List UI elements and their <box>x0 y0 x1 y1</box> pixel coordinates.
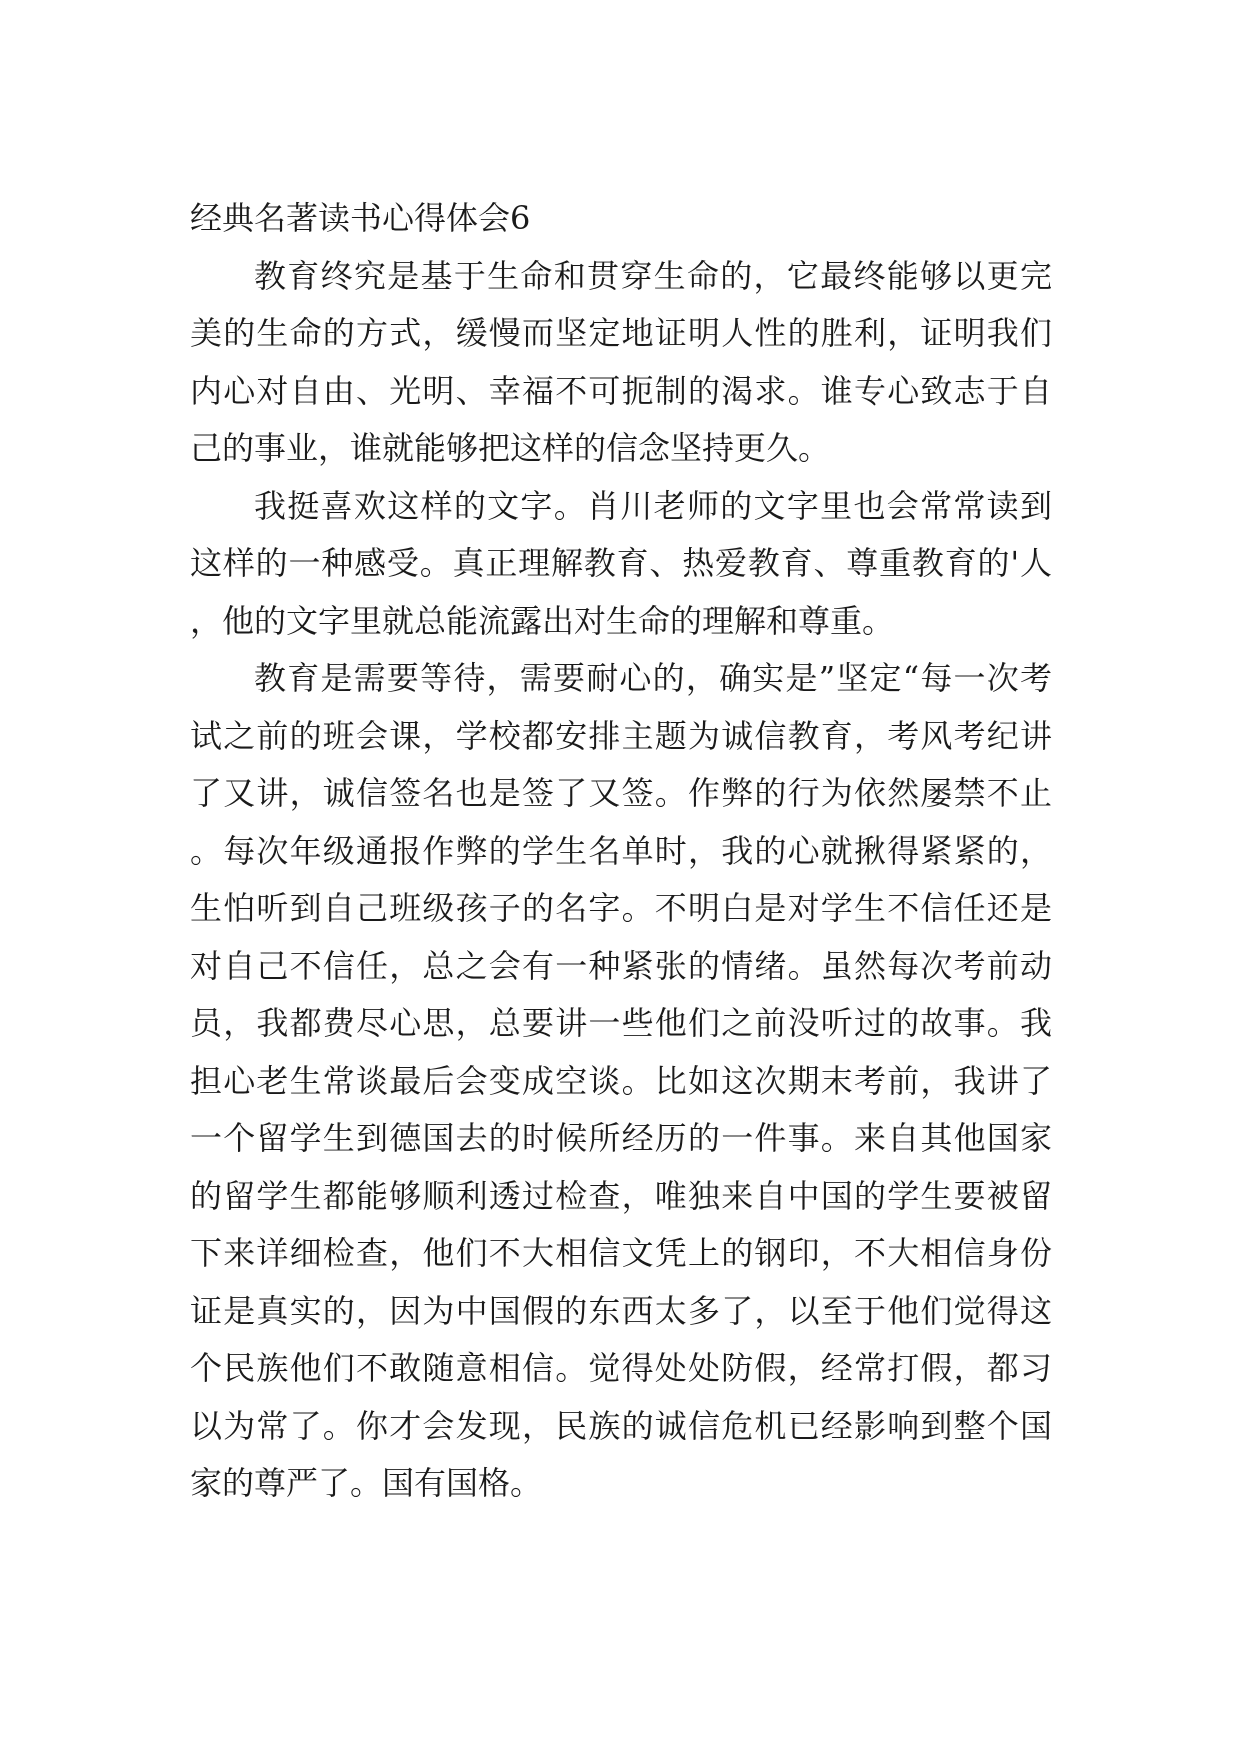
paragraph-2: 我挺喜欢这样的文字。肖川老师的文字里也会常常读到这样的一种感受。真正理解教育、热爱教育、尊重教育的'人，他的文字里就总能流露出对生命的理解和尊重。 <box>190 486 1052 640</box>
document-title: 经典名著读书心得体会6 <box>190 199 531 237</box>
paragraph-3: 教育是需要等待，需要耐心的，确实是”坚定“每一次考试之前的班会课，学校都安排主题为诚信教育，考风考纪讲了又讲，诚信签名也是签了又签。作弊的行为依然屡禁不止。每次年级通报作弊的学生名单时，我的心就揪得紧紧的，生怕听到自己班级孩子的名字。不明白是对学生不信任还是对自己不信任，总之会有一种紧张的情绪。虽然每次考前动员，我都费尽心思，总要讲一些他们之前没听过的故事。我担心老生常谈最后会变成空谈。比如这次期末考前，我讲了一个留学生到德国去的时候所经历的一件事。来自其他国家的留学生都能够顺利透过检查，唯独来自中国的学生要被留下来详细检查，他们不大相信文凭上的钢印，不大相信身份证是真实的，因为中国假的东西太多了，以至于他们觉得这个民族他们不敢随意相信。觉得处处防假，经常打假，都习以为常了。你才会发现，民族的诚信危机已经影响到整个国家的尊严了。国有国格。 <box>190 659 1052 1502</box>
document-body <box>190 190 1052 1513</box>
paragraph-1: 教育终究是基于生命和贯穿生命的，它最终能够以更完美的生命的方式，缓慢而坚定地证明人性的胜利，证明我们内心对自由、光明、幸福不可扼制的渴求。谁专心致志于自己的事业，谁就能够把这样的信念坚持更久。 <box>190 256 1052 467</box>
